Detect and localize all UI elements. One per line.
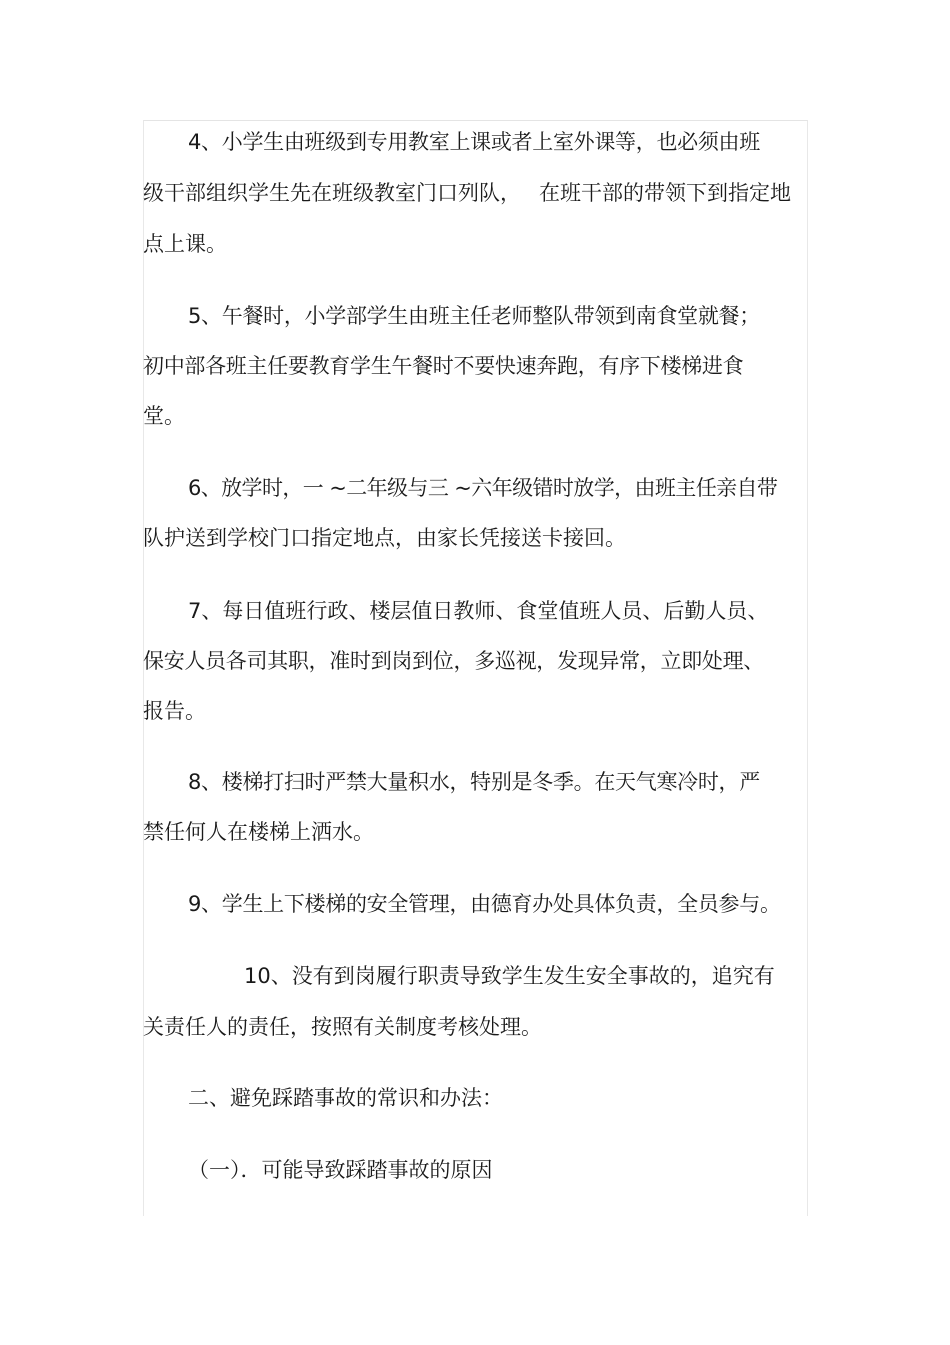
text-line: 关责任人的责任，按照有关制度考核处理。	[143, 1015, 542, 1039]
text-line: 初中部各班主任要教育学生午餐时不要快速奔跑，有序下楼梯进食	[143, 354, 744, 378]
text-line: 6、放学时，一 ~二年级与三 ~六年级错时放学，由班主任亲自带	[188, 476, 778, 500]
text-line: 报告。	[143, 699, 206, 723]
text-line: 4、小学生由班级到专用教室上课或者上室外课等，也必须由班	[188, 130, 760, 154]
text-line: 保安人员各司其职，准时到岗到位，多巡视，发现异常，立即处理、	[143, 649, 764, 673]
text-line: 点上课。	[143, 232, 227, 256]
text-line: 禁任何人在楼梯上洒水。	[143, 820, 374, 844]
text-line: 队护送到学校门口指定地点，由家长凭接送卡接回。	[143, 526, 626, 550]
section-heading: 二、避免踩踏事故的常识和办法：	[188, 1086, 503, 1110]
text-line: 5、午餐时，小学部学生由班主任老师整队带领到南食堂就餐；	[188, 304, 760, 328]
text-line: 7、每日值班行政、楼层值日教师、食堂值班人员、后勤人员、	[188, 599, 769, 623]
text-line: 9、学生上下楼梯的安全管理，由德育办处具体负责，全员参与。	[188, 892, 781, 916]
text-line: 10、没有到岗履行职责导致学生发生安全事故的，追究有	[244, 964, 775, 988]
subsection-heading: （一）．可能导致踩踏事故的原因	[188, 1158, 493, 1182]
text-line: 堂。	[143, 404, 185, 428]
text-line: 级干部组织学生先在班级教室门口列队，	[143, 181, 521, 205]
text-line: 在班干部的带领下到指定地	[539, 181, 791, 205]
text-line: 8、楼梯打扫时严禁大量积水，特别是冬季。在天气寒冷时，严	[188, 770, 760, 794]
